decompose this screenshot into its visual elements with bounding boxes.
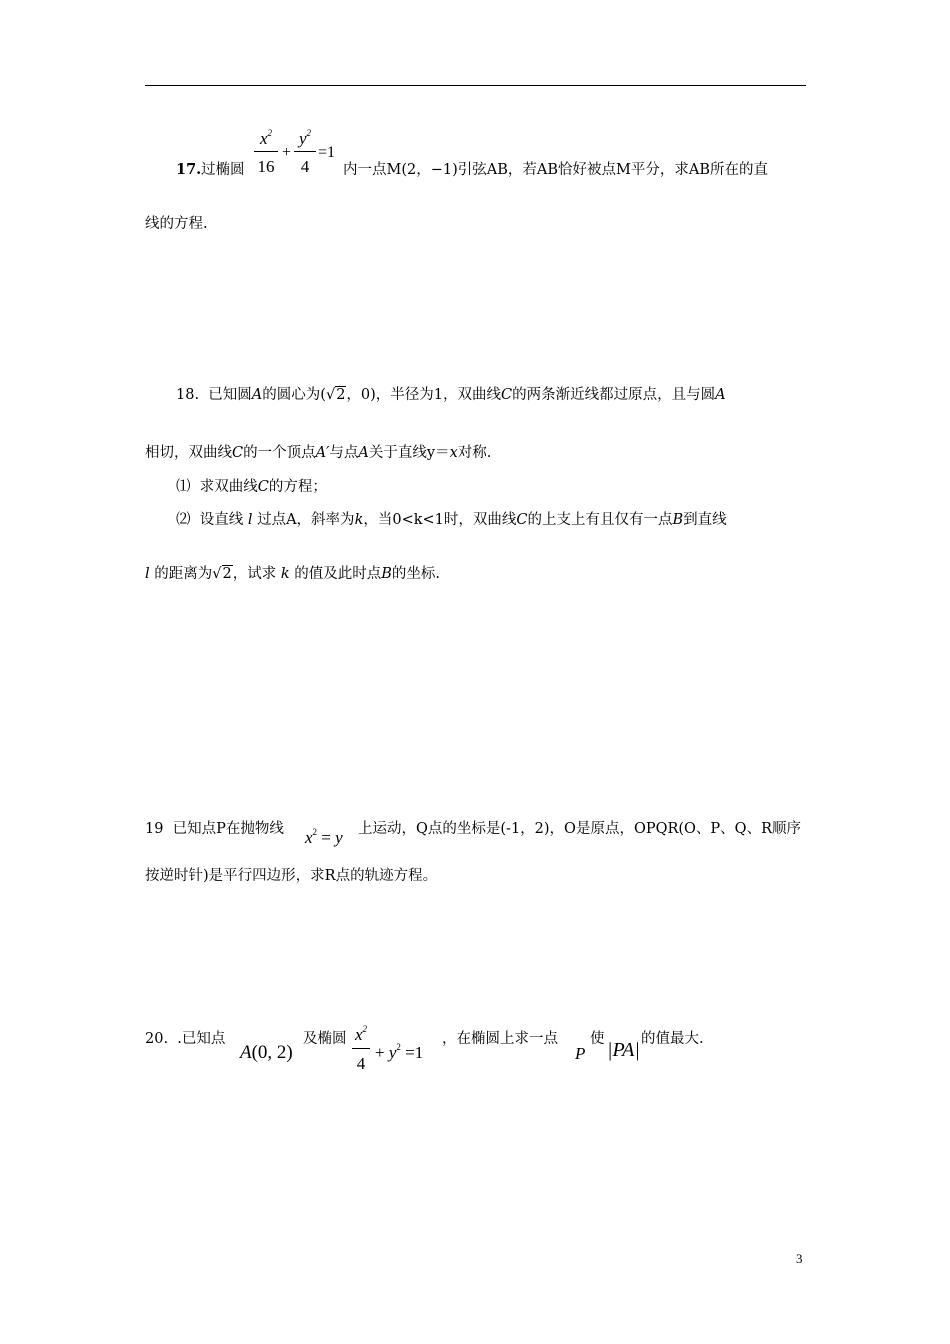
problem-line: 使: [590, 1031, 605, 1047]
problem-line: 18. 已知圆A的圆心为(√2，0)，半径为1，双曲线C的两条渐近线都过原点，且与圆A: [176, 387, 726, 403]
problem-text: 过椭圆: [201, 162, 245, 178]
subquestion-2: ⑵ 设直线 l 过点A，斜率为k，当0<k<1时，双曲线C的上支上有且仅有一点B到直线: [176, 512, 727, 528]
problem-number: 17.: [176, 161, 202, 178]
problem-line: 的值最大.: [641, 1031, 704, 1047]
fraction-x2-4: $x^2$ 4: [352, 1024, 370, 1074]
problem-line: l 的距离为√2，试求 k 的值及此时点B的坐标.: [145, 566, 441, 582]
abs-PA: |PA|: [607, 1039, 640, 1061]
point-P: P: [575, 1044, 586, 1063]
equation-parabola: $x^2 = y$: [305, 827, 343, 847]
page-number: 3: [796, 1251, 803, 1266]
problem-text: 内一点M(2，−1)引弦AB，若AB恰好被点M平分，求AB所在的直: [343, 162, 768, 178]
problem-text: 线的方程.: [145, 216, 208, 232]
problem-line: 20. .已知点: [145, 1031, 226, 1047]
sqrt-2: √2: [325, 387, 346, 403]
header-rule: [145, 85, 806, 86]
fraction-x2-16: $x^2$ 16: [254, 128, 278, 178]
problem-line: 相切，双曲线C的一个顶点A′与点A关于直线y＝x对称.: [145, 445, 492, 461]
problem-line: 按逆时针)是平行四边形，求R点的轨迹方程。: [145, 868, 438, 884]
subquestion-1: ⑴ 求双曲线C的方程；: [176, 479, 327, 495]
equation-rest: + $y^2 =1$: [375, 1042, 424, 1062]
sqrt-2: √2: [212, 566, 232, 582]
problem-line: ，在椭圆上求一点: [442, 1031, 558, 1047]
fraction-y2-4: $y^2$ 4: [294, 128, 316, 178]
point-A: A(0, 2): [240, 1042, 293, 1063]
problem-line: 上运动，Q点的坐标是(-1，2)，O是原点，OPQR(O、P、Q、R顺序: [358, 821, 801, 837]
problem-line: 19 已知点P在抛物线: [145, 821, 284, 837]
problem-line: 及椭圆: [303, 1031, 347, 1047]
